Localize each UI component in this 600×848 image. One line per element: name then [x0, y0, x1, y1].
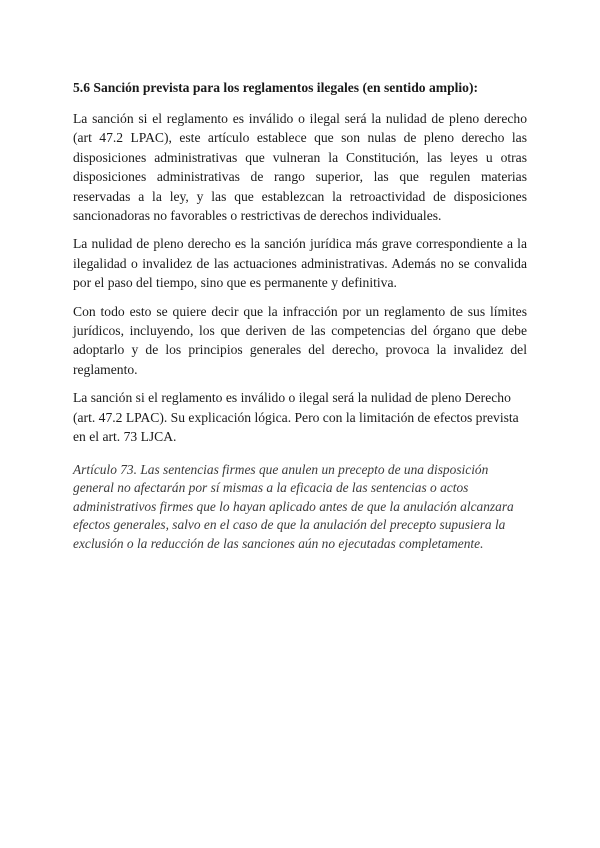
paragraph-3: Con todo esto se quiere decir que la infracción por un reglamento de sus límites jurídicos, incluyendo, los que deriven de las competencias del órgano que debe adoptarlo y de los principios generales del derecho, provoca la invalidez del reglamento. [73, 303, 527, 377]
article-quote: Artículo 73. Las sentencias firmes que anulen un precepto de una disposición general no afectarán por sí mismas a la eficacia de las sentencias o actos administrativos firmes que lo hayan aplicado antes de que la anulación alcanzara efectos generales, salvo en el caso de que la anulación del precepto supusiera la exclusión o la reducción de las sanciones aún no ejecutadas completamente. [73, 461, 514, 551]
paragraph-2: La nulidad de pleno derecho es la sanción jurídica más grave correspondiente a la ilegalidad o invalidez de las actuaciones administrativas. Además no se convalida por el paso del tiempo, sino que es permanente y definitiva. [73, 236, 527, 291]
section-heading: 5.6 Sanción prevista para los reglamentos ilegales (en sentido amplio): [73, 80, 479, 95]
paragraph-4: La sanción si el reglamento es inválido o ilegal será la nulidad de pleno Derecho (art. 47.2 LPAC). Su explicación lógica. Pero con la limitación de efectos prevista en el art. 73 LJCA. [73, 390, 519, 445]
document-page [73, 78, 527, 553]
paragraph-1: La sanción si el reglamento es inválido o ilegal será la nulidad de pleno derecho (art 47.2 LPAC), este artículo establece que son nulas de pleno derecho las disposiciones administrativas que vulneran la Constitución, las leyes u otras disposiciones administrativas de rango superior, las que regulen materias reservadas a la ley, y las que establezcan la retroactividad de disposiciones sancionadoras no favorables o restrictivas de derechos individuales. [73, 111, 527, 224]
